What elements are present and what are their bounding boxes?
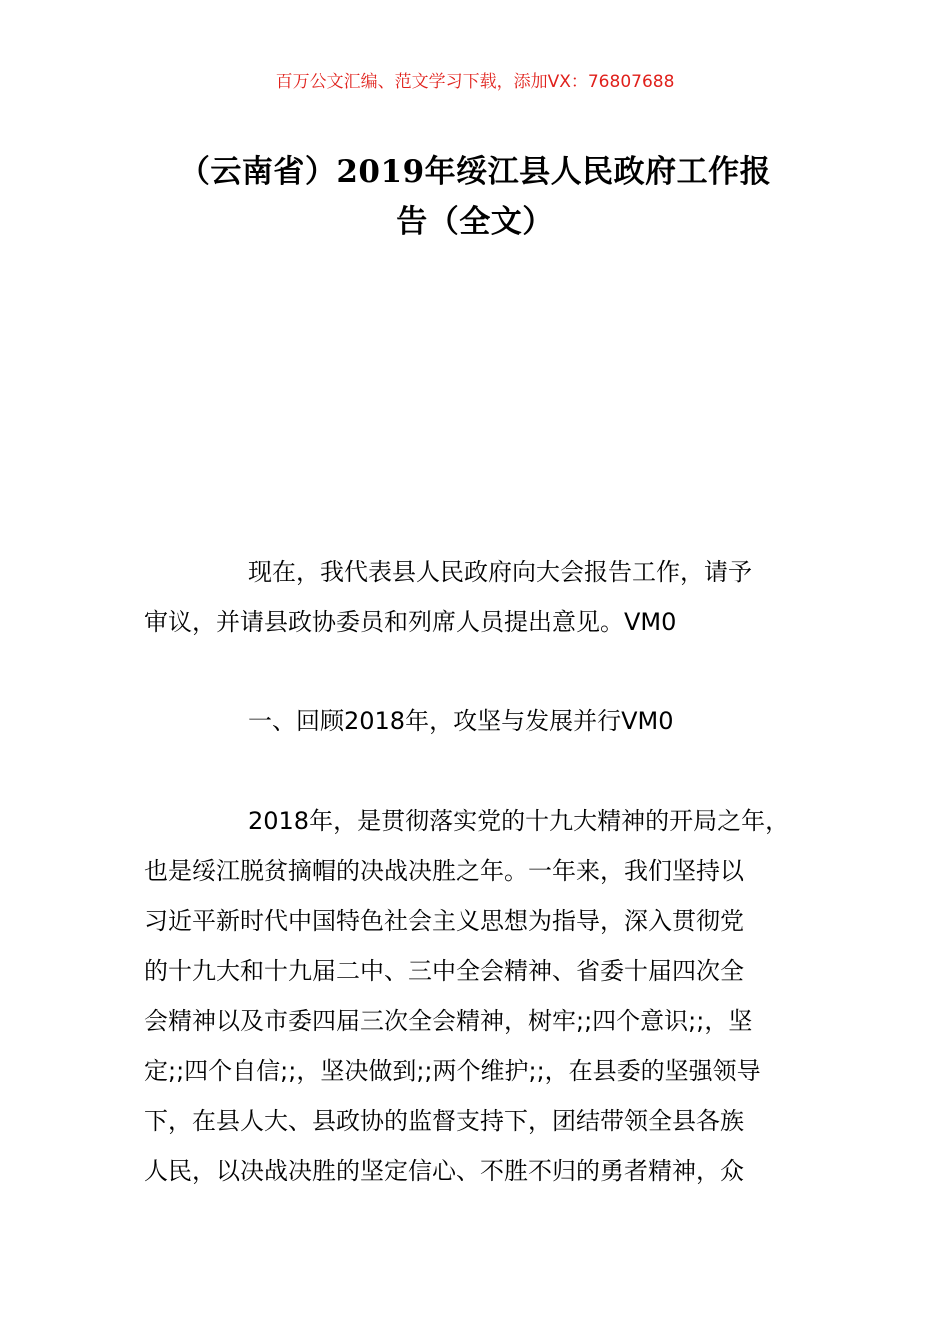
paragraph-3-line-4: 的十九大和十九届二中、三中全会精神、省委十届四次全 bbox=[144, 957, 744, 985]
paragraph-3-line-1: 2018年，是贯彻落实党的十九大精神的开局之年， bbox=[248, 807, 790, 835]
document-title-line-2: 告（全文） bbox=[396, 204, 554, 240]
paragraph-1-line-2: 审议，并请县政协委员和列席人员提出意见。VM0 bbox=[144, 608, 677, 636]
paragraph-1-line-1: 现在，我代表县人民政府向大会报告工作，请予 bbox=[248, 558, 752, 586]
paragraph-3-line-5: 会精神以及市委四届三次全会精神，树牢;;四个意识;;，坚 bbox=[144, 1007, 753, 1035]
document-title-line-1: （云南省）2019年绥江县人民政府工作报 bbox=[178, 154, 772, 190]
paragraph-3-line-2: 也是绥江脱贫摘帽的决战决胜之年。一年来，我们坚持以 bbox=[144, 857, 744, 885]
header-note: 百万公文汇编、范文学习下载，添加VX：76807688 bbox=[275, 72, 675, 92]
paragraph-3-line-3: 习近平新时代中国特色社会主义思想为指导，深入贯彻党 bbox=[144, 907, 744, 935]
paragraph-3-line-6: 定;;四个自信;;，坚决做到;;两个维护;;，在县委的坚强领导 bbox=[144, 1057, 761, 1085]
paragraph-3-line-8: 人民，以决战决胜的坚定信心、不胜不归的勇者精神，众 bbox=[144, 1157, 744, 1185]
section-heading-1: 一、回顾2018年，攻坚与发展并行VM0 bbox=[248, 707, 674, 735]
paragraph-3-line-7: 下，在县人大、县政协的监督支持下，团结带领全县各族 bbox=[144, 1107, 744, 1135]
